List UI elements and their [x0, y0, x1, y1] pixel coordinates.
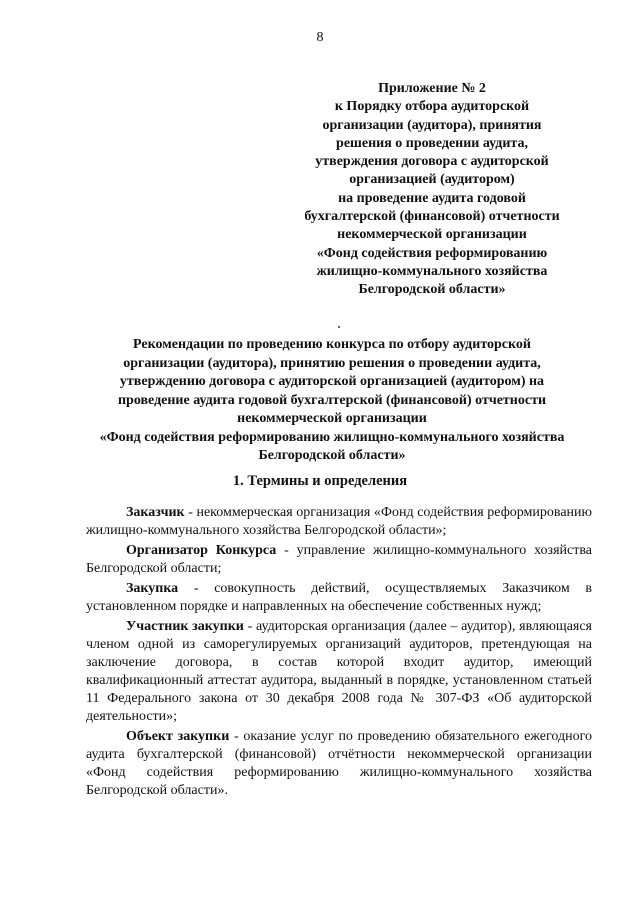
title-line: утверждению договора с аудиторской организацией (аудитором) на — [119, 374, 545, 389]
appendix-line: жилищно-коммунального хозяйства — [316, 263, 548, 279]
definitions-list — [86, 504, 592, 801]
title-line: Рекомендации по проведению конкурса по отбору аудиторской — [133, 337, 531, 352]
stray-dot-mark — [338, 326, 340, 328]
title-line: Белгородской области» — [258, 448, 406, 463]
appendix-line: на проведение аудита годовой — [338, 190, 526, 206]
definition-participant — [86, 618, 592, 726]
appendix-line: решения о проведении аудита, — [336, 135, 528, 151]
definition-text: - аудиторская организация (далее – аудитор), являющаяся членом одной из саморегулируемых организаций аудиторов, претендующая на заключение договора, в состав которой входит аудитор, имеющий квалификационный аттестат аудитора, выданный в порядке, установленном статьей 11 Федерального закона от 30 декабря 2008 года № 307-ФЗ «Об аудиторской деятельности»; — [86, 619, 592, 724]
definition-term: Организатор Конкурса — [126, 543, 277, 558]
document-title — [60, 336, 604, 466]
definition-text: - совокупность действий, осуществляемых Заказчиком в установленном порядке и направленных на обеспечение собственных нужд; — [86, 581, 592, 614]
definition-text: - управление жилищно-коммунального хозяйства Белгородской области; — [86, 543, 592, 576]
page-number: 8 — [316, 30, 324, 45]
appendix-line: некоммерческой организации — [337, 227, 527, 243]
title-line: организации (аудитора), принятию решения о проведении аудита, — [123, 355, 541, 371]
appendix-header — [300, 80, 564, 300]
definition-organizer — [86, 542, 592, 578]
appendix-line: организации (аудитора), принятия — [322, 117, 542, 133]
definition-procurement — [86, 580, 592, 616]
appendix-line: Приложение № 2 — [378, 81, 486, 96]
appendix-line: бухгалтерской (финансовой) отчетности — [304, 209, 560, 225]
appendix-line: Белгородской области» — [358, 282, 506, 298]
appendix-line: «Фонд содействия реформированию — [316, 245, 548, 261]
definition-term: Участник закупки — [126, 619, 244, 634]
title-line: проведение аудита годовой бухгалтерской (финансовой) отчетности — [117, 392, 547, 408]
title-line: некоммерческой организации — [237, 411, 427, 426]
appendix-line: организацией (аудитором) — [349, 172, 515, 188]
definition-object — [86, 728, 592, 800]
definition-text: - некоммерческая организация «Фонд содействия реформированию жилищно-коммунального хозяйства Белгородской области»; — [86, 505, 592, 538]
definition-customer — [86, 504, 592, 540]
definition-term: Закупка — [126, 581, 179, 596]
definition-term: Заказчик — [126, 505, 185, 520]
appendix-line: к Порядку отбора аудиторской — [334, 99, 530, 115]
title-line: «Фонд содействия реформированию жилищно-коммунального хозяйства — [99, 429, 565, 445]
appendix-line: утверждения договора с аудиторской — [315, 154, 549, 170]
definition-text: - оказание услуг по проведению обязательного ежегодного аудита бухгалтерской (финансовой) отчётности некоммерческой организации «Фонд содействия реформированию жилищно-коммунального хозяйства Белгородской области». — [86, 729, 592, 798]
definition-term: Объект закупки — [126, 729, 230, 744]
section-heading: 1. Термины и определения — [232, 473, 408, 489]
